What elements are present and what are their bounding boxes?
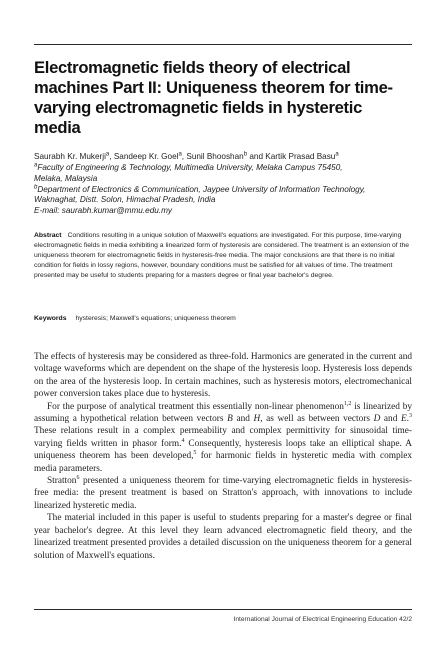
paragraph: The material included in this paper is useful to students preparing for a master's degree or final year bachelor's degree. At this level they learn advanced electromagnetic field theory, and the linearized treatment presented provides a detailed discussion on the uniqueness theorem for a general solution of Maxwell's equations. [34, 513, 412, 561]
symbol-E: E [400, 414, 407, 425]
citation-mark: 3 [409, 412, 412, 419]
author-affiliation-mark: a [105, 151, 110, 158]
citation-mark: 1,2 [343, 400, 352, 407]
author-name: Sunil Bhooshan [186, 152, 244, 161]
citation-mark: 6 [76, 474, 80, 481]
author-name: Sandeep Kr. Goel [113, 152, 179, 161]
top-rule [34, 44, 412, 45]
author-list: Saurabh Kr. Mukerji$^a$, Sandeep Kr. Goel$^a$, Sunil Bhooshan$^b$ and Kartik Prasad Basu$^a$ [34, 151, 339, 161]
author-affiliation-mark: a [335, 151, 339, 158]
paragraph: Stratton$^6$ presented a uniqueness theorem for time-varying electromagnetic fields in hysteresis-free media: the present treatment is based on Stratton's approach, with innovations to include linearized hysteretic media. [34, 474, 412, 511]
citation-mark: 4 [181, 437, 185, 444]
author-affiliation-mark: a [178, 151, 182, 158]
affiliations [34, 163, 412, 217]
abstract [34, 231, 412, 281]
citation-mark: 5 [193, 450, 197, 457]
symbol-H: H [253, 414, 261, 425]
affiliation-b: $^b$Department of Electronics & Communication, Jaypee University of Information Technology, [34, 183, 366, 194]
body-text [34, 351, 412, 562]
affiliation-a: $^a$Faculty of Engineering & Technology, Multimedia University, Melaka Campus 75450, [34, 162, 343, 172]
contact-email: E-mail: saurabh.kumar@mmu.edu.my [34, 206, 172, 216]
keywords-text: hysteresis; Maxwell's equations; uniqueness theorem [75, 315, 236, 322]
affiliation-a-location: Melaka, Malaysia [34, 173, 98, 183]
paragraph: For the purpose of analytical treatment this essentially non-linear phenomenon$^{1,2}$ is linearized by assuming a hypothetical relation between vectors B and H, as well as between vectors D and E.$^3$ These relations result in a complex permeability and complex permittivity for sinusoidal time-varying fields written in phasor form.$^4$ Consequently, hysteresis loops take an elliptical shape. A uniqueness theorem has been developed,$^5$ for harmonic fields in hysteretic media with complex media parameters. [34, 400, 413, 474]
journal-footer: International Journal of Electrical Engineering Education 42/2 [233, 616, 412, 623]
affiliation-b-location: Waknaghat, Distt. Solon, Himachal Pradesh, India [34, 195, 216, 205]
keywords-label: Keywords [34, 315, 67, 322]
symbol-B: B [227, 414, 233, 425]
footer-rule [34, 609, 412, 610]
author-name: Saurabh Kr. Mukerji [34, 152, 106, 161]
symbol-D: D [373, 414, 381, 425]
author-name: Kartik Prasad Basu [265, 152, 336, 161]
article-title: Electromagnetic fields theory of electrical machines Part II: Uniqueness theorem for time-varying electromagnetic fields in hysteretic media [34, 58, 393, 137]
keywords [34, 314, 412, 323]
abstract-label: Abstract [34, 232, 62, 239]
paragraph: The effects of hysteresis may be considered as three-fold. Harmonics are generated in the current and voltage waveforms which are dependent on the shape of the hysteresis loop. Hysteresis loss depends on the area of the hysteresis loop. In certain machines, such as hysteresis motors, electromechanical power conversion takes place due to hysteresis. [34, 352, 412, 400]
abstract-text: Conditions resulting in a unique solution of Maxwell's equations are investigated. For this purpose, time-varying electromagnetic fields in media exhibiting a linearized form of hysteresis are considered. The treatment is an extension of the uniqueness theorem for electromagnetic fields in hysteresis-free media. The major conclusions are that there is no initial condition for fields in lossy regions, however, boundary conditions must be satisfied for all values of time. The treatment presented may be useful to students preparing for a masters degree or final year bachelor's degree. [34, 232, 410, 279]
author-affiliation-mark: b [243, 151, 248, 158]
